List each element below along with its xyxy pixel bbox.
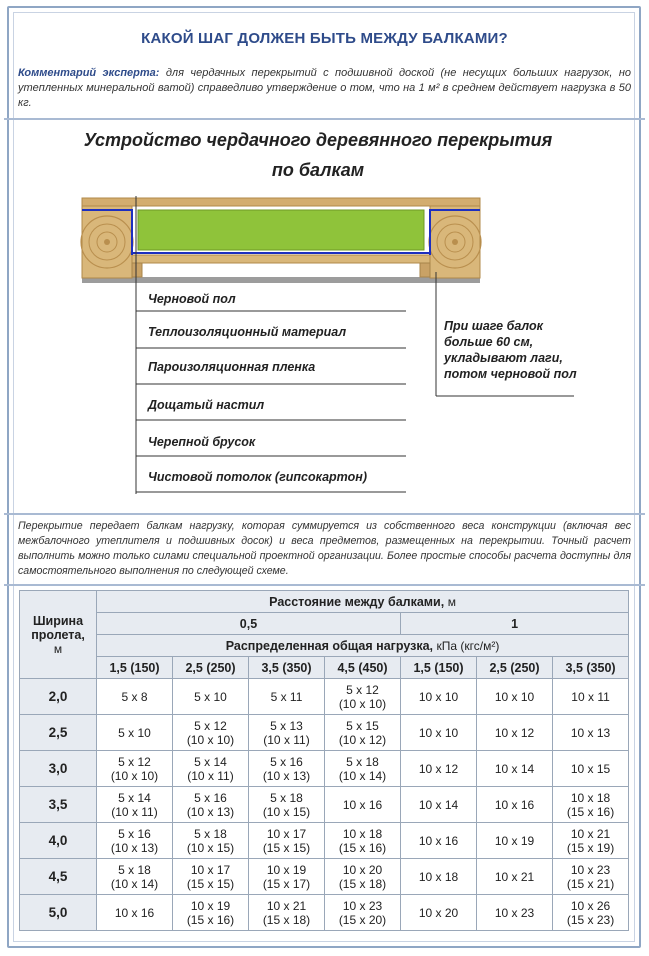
load-col: 2,5 (250) bbox=[173, 657, 249, 679]
table-row bbox=[20, 895, 629, 931]
table-cell bbox=[325, 751, 401, 787]
table-cell bbox=[553, 823, 629, 859]
section-size-alt: (10 x 13) bbox=[262, 768, 311, 783]
table-cell bbox=[97, 715, 173, 751]
section-size: 5 x 14 bbox=[194, 754, 227, 769]
table-cell bbox=[401, 859, 477, 895]
table-cell bbox=[97, 823, 173, 859]
table-cell bbox=[401, 895, 477, 931]
section-size: 10 x 16 bbox=[342, 797, 383, 812]
table-cell bbox=[553, 787, 629, 823]
load-col: 3,5 (350) bbox=[553, 657, 629, 679]
section-size-alt: (10 x 11) bbox=[263, 732, 310, 747]
table-cell bbox=[325, 895, 401, 931]
load-col: 1,5 (150) bbox=[401, 657, 477, 679]
section-size: 10 x 21 bbox=[266, 898, 307, 913]
span-value: 3,5 bbox=[20, 787, 97, 823]
expert-comment bbox=[18, 66, 631, 111]
section-size: 10 x 10 bbox=[418, 689, 459, 704]
floor-diagram bbox=[18, 122, 630, 512]
table-cell bbox=[173, 895, 249, 931]
table-cell bbox=[325, 787, 401, 823]
layer-label-vapor-barrier: Пароизоляционная пленка bbox=[148, 360, 316, 374]
table-row bbox=[20, 787, 629, 823]
section-size: 10 x 26 bbox=[570, 898, 611, 913]
span-header bbox=[20, 591, 97, 679]
layer-label-ceiling: Чистовой потолок (гипсокартон) bbox=[148, 470, 367, 484]
table-cell bbox=[325, 715, 401, 751]
load-col: 3,5 (350) bbox=[249, 657, 325, 679]
section-size: 5 x 18 bbox=[118, 862, 151, 877]
separator-middle bbox=[4, 513, 645, 515]
table-cell bbox=[97, 751, 173, 787]
section-size-alt: (15 x 16) bbox=[566, 804, 615, 819]
section-size-alt: (15 x 15) bbox=[262, 840, 311, 855]
table-cell bbox=[401, 823, 477, 859]
table-cell bbox=[325, 823, 401, 859]
span-value: 4,5 bbox=[20, 859, 97, 895]
layer-label-plank-deck: Дощатый настил bbox=[148, 398, 265, 412]
table-cell bbox=[477, 823, 553, 859]
section-size: 10 x 21 bbox=[494, 869, 535, 884]
table-cell bbox=[173, 715, 249, 751]
section-size-alt: (10 x 12) bbox=[338, 732, 387, 747]
section-size: 5 x 11 bbox=[270, 689, 303, 704]
section-size: 5 x 18 bbox=[270, 790, 303, 805]
beam-spacing-note: При шаге балок больше 60 см, укладывают лаги, потом черновой пол bbox=[444, 319, 577, 381]
table-cell bbox=[249, 715, 325, 751]
table-cell bbox=[401, 787, 477, 823]
section-size: 10 x 19 bbox=[190, 898, 231, 913]
table-cell bbox=[477, 895, 553, 931]
left-beam bbox=[81, 206, 133, 278]
distance-header-unit: м bbox=[447, 594, 456, 609]
table-cell bbox=[249, 787, 325, 823]
expert-comment-lead: Комментарий эксперта: bbox=[18, 67, 160, 79]
table-row bbox=[20, 751, 629, 787]
diagram-title-line1: Устройство чердачного деревянного перекрытия bbox=[83, 130, 553, 150]
section-size: 10 x 13 bbox=[570, 725, 611, 740]
section-size: 5 x 10 bbox=[118, 725, 151, 740]
load-header bbox=[97, 635, 629, 657]
table-cell bbox=[553, 751, 629, 787]
insulation-layer bbox=[138, 210, 424, 250]
distance-header-label: Расстояние между балками, bbox=[269, 594, 445, 609]
section-size: 10 x 19 bbox=[266, 862, 307, 877]
section-size: 5 x 12 bbox=[346, 682, 379, 697]
section-size-alt: (15 x 23) bbox=[566, 912, 615, 927]
section-size-alt: (10 x 14) bbox=[338, 768, 387, 783]
beam-section-table bbox=[19, 590, 629, 931]
section-size: 10 x 19 bbox=[494, 833, 535, 848]
layer-label-cranial-bar: Черепной брусок bbox=[148, 435, 256, 449]
table-cell bbox=[173, 823, 249, 859]
table-cell bbox=[477, 715, 553, 751]
load-col: 4,5 (450) bbox=[325, 657, 401, 679]
expert-comment-text: для чердачных перекрытий с подшивной доской (не несущих больших нагрузок, но утепленных минеральной ватой) справедливо утверждение о том, что на 1 м² в среднем действует нагрузка в 50 кг. bbox=[18, 67, 631, 109]
table-cell bbox=[553, 895, 629, 931]
distance-group-1: 0,5 bbox=[97, 613, 401, 635]
section-size: 5 x 16 bbox=[270, 754, 303, 769]
section-size: 5 x 18 bbox=[194, 826, 227, 841]
section-size-alt: (15 x 19) bbox=[566, 840, 615, 855]
section-size-alt: (10 x 14) bbox=[110, 876, 159, 891]
section-size-alt: (10 x 10) bbox=[186, 732, 235, 747]
table-cell bbox=[401, 751, 477, 787]
plank-deck bbox=[132, 255, 430, 263]
section-size-alt: (15 x 18) bbox=[338, 876, 387, 891]
table-cell bbox=[97, 859, 173, 895]
section-size: 10 x 17 bbox=[266, 826, 307, 841]
section-size: 10 x 21 bbox=[570, 826, 611, 841]
table-row bbox=[20, 715, 629, 751]
section-size: 10 x 16 bbox=[418, 833, 459, 848]
section-size: 5 x 16 bbox=[194, 790, 227, 805]
section-size-alt: (10 x 11) bbox=[111, 804, 158, 819]
section-size-alt: (10 x 13) bbox=[186, 804, 235, 819]
section-size: 10 x 11 bbox=[571, 689, 610, 704]
layer-label-rough-floor: Черновой пол bbox=[148, 292, 236, 306]
section-size-alt: (15 x 17) bbox=[262, 876, 311, 891]
section-size-alt: (10 x 15) bbox=[262, 804, 311, 819]
section-size: 10 x 20 bbox=[342, 862, 383, 877]
section-size: 10 x 16 bbox=[114, 905, 155, 920]
load-columns-row bbox=[20, 657, 629, 679]
table-cell bbox=[325, 679, 401, 715]
load-header-label: Распределенная общая нагрузка, bbox=[225, 638, 434, 653]
base-strip bbox=[82, 277, 480, 283]
section-size: 10 x 10 bbox=[418, 725, 459, 740]
section-size-alt: (10 x 10) bbox=[338, 696, 387, 711]
section-size: 10 x 17 bbox=[190, 862, 231, 877]
section-size: 10 x 18 bbox=[418, 869, 459, 884]
floor-cross-section bbox=[18, 122, 630, 512]
section-size-alt: (10 x 11) bbox=[187, 768, 234, 783]
table-body bbox=[20, 679, 629, 931]
section-size: 5 x 13 bbox=[270, 718, 303, 733]
separator-top bbox=[4, 118, 645, 120]
section-size-alt: (15 x 16) bbox=[186, 912, 235, 927]
table-row bbox=[20, 859, 629, 895]
section-size: 10 x 12 bbox=[418, 761, 459, 776]
section-size: 10 x 14 bbox=[418, 797, 459, 812]
rough-floor-board bbox=[82, 198, 480, 206]
load-col: 2,5 (250) bbox=[477, 657, 553, 679]
diagram-title-line2: по балкам bbox=[271, 160, 365, 180]
section-size: 10 x 18 bbox=[342, 826, 383, 841]
table-cell bbox=[97, 895, 173, 931]
span-value: 2,0 bbox=[20, 679, 97, 715]
table-cell bbox=[249, 859, 325, 895]
section-size: 5 x 14 bbox=[118, 790, 151, 805]
section-size: 10 x 18 bbox=[570, 790, 611, 805]
section-size: 5 x 12 bbox=[194, 718, 227, 733]
section-size: 5 x 10 bbox=[194, 689, 227, 704]
separator-bottom bbox=[4, 584, 645, 586]
section-size-alt: (15 x 21) bbox=[566, 876, 615, 891]
table-cell bbox=[173, 859, 249, 895]
table-cell bbox=[401, 679, 477, 715]
distance-header bbox=[97, 591, 629, 613]
cranial-bar-right bbox=[420, 263, 430, 277]
section-size: 10 x 23 bbox=[342, 898, 383, 913]
section-size: 10 x 10 bbox=[494, 689, 535, 704]
table-cell bbox=[401, 715, 477, 751]
distance-group-2: 1 bbox=[401, 613, 629, 635]
table-cell bbox=[97, 679, 173, 715]
table-cell bbox=[325, 859, 401, 895]
table-row bbox=[20, 679, 629, 715]
section-size-alt: (15 x 15) bbox=[186, 876, 235, 891]
section-size-alt: (10 x 10) bbox=[110, 768, 159, 783]
table-row bbox=[20, 823, 629, 859]
section-size: 10 x 14 bbox=[494, 761, 535, 776]
table-cell bbox=[249, 751, 325, 787]
table-cell bbox=[249, 823, 325, 859]
section-size: 5 x 18 bbox=[346, 754, 379, 769]
section-size: 10 x 23 bbox=[494, 905, 535, 920]
section-size: 10 x 12 bbox=[494, 725, 535, 740]
right-beam bbox=[429, 206, 481, 278]
section-size: 5 x 12 bbox=[118, 754, 151, 769]
section-size-alt: (15 x 18) bbox=[262, 912, 311, 927]
table-cell bbox=[477, 787, 553, 823]
section-size-alt: (15 x 16) bbox=[338, 840, 387, 855]
load-paragraph: Перекрытие передает балкам нагрузку, которая суммируется из собственного веса конструкции (включая вес межбалочного утеплителя и подшивных досок) и веса предметов, размещенных на перекрытии. Точный расчет выполнить можно только силами специальной проектной организации. Более простые способы расчета доступны для самостоятельного выполнения по следующей схеме. bbox=[18, 520, 631, 577]
table-cell bbox=[477, 751, 553, 787]
section-size: 5 x 16 bbox=[118, 826, 151, 841]
table-cell bbox=[249, 895, 325, 931]
table-cell bbox=[249, 679, 325, 715]
section-size-alt: (10 x 13) bbox=[110, 840, 159, 855]
section-size: 10 x 15 bbox=[570, 761, 611, 776]
section-size: 5 x 8 bbox=[121, 689, 148, 704]
section-size: 5 x 15 bbox=[346, 718, 379, 733]
section-size: 10 x 16 bbox=[494, 797, 535, 812]
load-header-unit: кПа (кгс/м²) bbox=[436, 638, 500, 653]
table-cell bbox=[553, 715, 629, 751]
section-size-alt: (10 x 15) bbox=[186, 840, 235, 855]
layer-label-insulation: Теплоизоляционный материал bbox=[148, 325, 347, 339]
span-value: 2,5 bbox=[20, 715, 97, 751]
span-value: 5,0 bbox=[20, 895, 97, 931]
span-header-label: Ширина пролета, bbox=[31, 613, 85, 642]
table-cell bbox=[173, 679, 249, 715]
span-value: 4,0 bbox=[20, 823, 97, 859]
table-cell bbox=[477, 859, 553, 895]
table-cell bbox=[173, 751, 249, 787]
page-title: КАКОЙ ШАГ ДОЛЖЕН БЫТЬ МЕЖДУ БАЛКАМИ? bbox=[141, 30, 508, 47]
section-size: 10 x 23 bbox=[570, 862, 611, 877]
section-size-alt: (15 x 20) bbox=[338, 912, 387, 927]
section-size: 10 x 20 bbox=[418, 905, 459, 920]
span-value: 3,0 bbox=[20, 751, 97, 787]
table-cell bbox=[553, 859, 629, 895]
load-col: 1,5 (150) bbox=[97, 657, 173, 679]
span-header-unit: м bbox=[53, 641, 63, 656]
table-cell bbox=[97, 787, 173, 823]
cranial-bar-left bbox=[132, 263, 142, 277]
table-cell bbox=[173, 787, 249, 823]
table-cell bbox=[553, 679, 629, 715]
table-cell bbox=[477, 679, 553, 715]
